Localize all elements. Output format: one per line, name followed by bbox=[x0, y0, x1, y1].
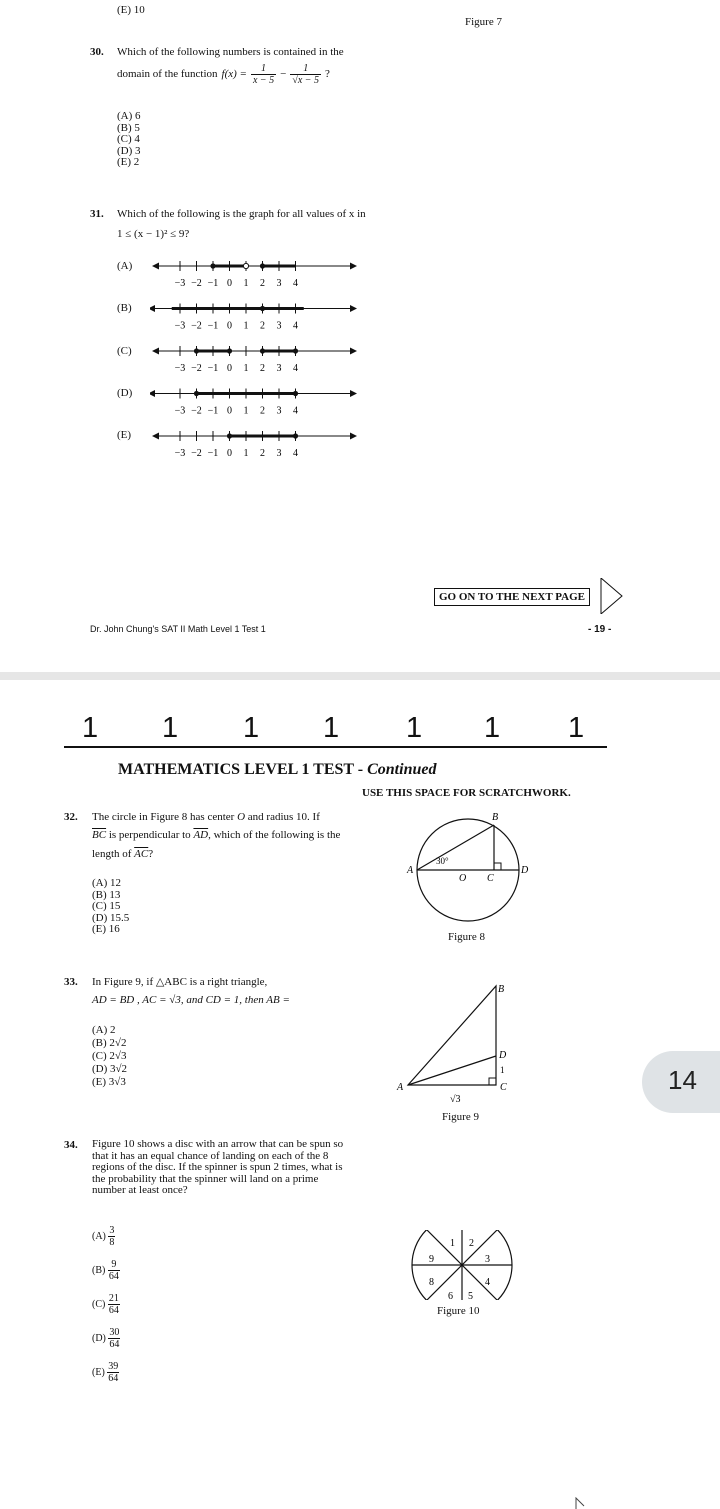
q30-frac1-num: 1 bbox=[251, 63, 276, 75]
closed-dot bbox=[293, 348, 298, 353]
q31-line2: 1 ≤ (x − 1)² ≤ 9? bbox=[117, 228, 190, 240]
tick-label: −1 bbox=[207, 320, 219, 332]
disc-number: 8 bbox=[429, 1277, 434, 1288]
tick-label: 3 bbox=[276, 278, 282, 289]
page-badge-number: 14 bbox=[668, 1065, 697, 1095]
q34-frac-den: 64 bbox=[108, 1373, 119, 1384]
fig9-label-c: C bbox=[500, 1082, 507, 1093]
q32-line3 bbox=[92, 848, 153, 861]
q31-label-e: (E) bbox=[117, 429, 132, 441]
open-dot bbox=[243, 263, 248, 268]
page-number: - 19 - bbox=[588, 624, 612, 635]
arrow-left-icon bbox=[150, 305, 155, 312]
q31-label-b: (B) bbox=[117, 302, 132, 314]
q32-line2 bbox=[92, 829, 340, 842]
q32-l2a: $\overline{BC}$ bbox=[92, 829, 107, 841]
header-one: 1 bbox=[243, 712, 260, 744]
arrow-right-icon bbox=[350, 348, 357, 355]
tick-label: −1 bbox=[207, 448, 219, 459]
figure7-label: Figure 7 bbox=[465, 16, 502, 28]
fig8-label-d: D bbox=[521, 865, 529, 876]
tick-label: 3 bbox=[276, 320, 282, 332]
tick-label: −2 bbox=[191, 320, 202, 332]
q30-choice: (D) 3 bbox=[117, 144, 141, 157]
q34-choice-frac bbox=[108, 1293, 120, 1316]
q30-frac2-num: 1 bbox=[290, 63, 321, 75]
closed-dot bbox=[293, 391, 298, 396]
number-line-b bbox=[150, 304, 357, 332]
arrow-left-icon bbox=[152, 348, 159, 355]
tick-label: 2 bbox=[260, 320, 265, 332]
disc-number: 1 bbox=[450, 1238, 455, 1249]
disc-number: 3 bbox=[485, 1254, 490, 1265]
q34-choice-frac bbox=[108, 1225, 115, 1248]
tick-label: 1 bbox=[243, 363, 249, 374]
q34-line: Figure 10 shows a disc with an arrow that can be spun so bbox=[92, 1138, 344, 1150]
number-line-a bbox=[152, 261, 357, 289]
closed-dot bbox=[227, 348, 232, 353]
q30-frac1-den: x − 5 bbox=[252, 75, 275, 86]
q30-line1: Which of the following numbers is contained in the bbox=[117, 46, 344, 58]
tick-label: 4 bbox=[293, 278, 298, 289]
header-one: 1 bbox=[162, 712, 179, 744]
q34-line: the probability that the spinner will land on a prime bbox=[92, 1172, 319, 1185]
fig8-label-c: C bbox=[487, 873, 494, 884]
header-rule bbox=[64, 746, 607, 748]
q32-l3a: length of bbox=[92, 848, 135, 860]
section-title bbox=[118, 761, 436, 779]
q33-choice: (E) 3√3 bbox=[92, 1076, 126, 1088]
q30-choice: (B) 5 bbox=[117, 121, 140, 134]
disc-number: 2 bbox=[469, 1238, 474, 1249]
q32-choice: (D) 15.5 bbox=[92, 911, 130, 924]
arrow-right-icon bbox=[350, 263, 357, 270]
q32-number: 32. bbox=[64, 811, 78, 823]
disc-number: 5 bbox=[468, 1291, 473, 1300]
q34-choice-label: (D) bbox=[92, 1333, 106, 1344]
q34-line: that it has an equal chance of landing on each of the 8 bbox=[92, 1149, 329, 1162]
section-title-main: MATHEMATICS LEVEL 1 TEST - bbox=[118, 761, 368, 778]
q32-l2c: $\overline{AD}$ bbox=[193, 829, 209, 841]
q33-line2: AD = BD , AC = √3, and CD = 1, then AB = bbox=[92, 994, 290, 1006]
closed-dot bbox=[194, 391, 199, 396]
header-one: 1 bbox=[323, 712, 340, 744]
header-one: 1 bbox=[568, 712, 585, 744]
q31-number: 31. bbox=[90, 208, 104, 220]
arrow-right-icon bbox=[350, 433, 357, 440]
tick-label: 1 bbox=[243, 448, 249, 459]
q32-choice: (A) 12 bbox=[92, 877, 122, 889]
q33-choice: (D) 3√2 bbox=[92, 1063, 128, 1075]
q34-choice-frac bbox=[108, 1327, 120, 1350]
q33-choice: (A) 2 bbox=[92, 1024, 116, 1036]
prev-choice: (E) 10 bbox=[117, 4, 145, 16]
closed-dot bbox=[260, 306, 265, 311]
q34-choice-label: (A) bbox=[92, 1231, 106, 1242]
closed-dot bbox=[260, 348, 265, 353]
q30-qmark: ? bbox=[325, 68, 330, 80]
header-one: 1 bbox=[484, 712, 501, 744]
q34-choice bbox=[92, 1293, 120, 1316]
q32-l1c: and radius 10. If bbox=[245, 811, 320, 823]
header-one: 1 bbox=[82, 712, 99, 744]
fig8-label-o: O bbox=[459, 873, 467, 884]
fig8-angle: 30° bbox=[436, 856, 449, 866]
tick-label: 4 bbox=[293, 405, 298, 417]
fig9-cd-length: 1 bbox=[500, 1065, 505, 1075]
q34-frac-den: 64 bbox=[108, 1305, 119, 1316]
number-line-e bbox=[152, 431, 357, 459]
q34-choice bbox=[92, 1259, 120, 1282]
figure-8-circle bbox=[400, 808, 540, 933]
q34-number: 34. bbox=[64, 1139, 78, 1151]
disc-number: 4 bbox=[485, 1277, 490, 1288]
q32-l1a: The circle in Figure 8 has center bbox=[92, 811, 238, 823]
tick-label: 3 bbox=[276, 448, 282, 459]
q30-choice: (A) 6 bbox=[117, 110, 141, 122]
go-on-box: GO ON TO THE NEXT PAGE bbox=[434, 588, 590, 606]
tick-label: 2 bbox=[260, 278, 265, 289]
tick-label: −3 bbox=[174, 405, 186, 417]
figure10-label: Figure 10 bbox=[437, 1305, 480, 1317]
q33-choice: (B) 2√2 bbox=[92, 1037, 127, 1049]
q30-line2 bbox=[117, 63, 330, 86]
tick-label: −3 bbox=[174, 278, 186, 289]
tick-label: −2 bbox=[191, 448, 202, 459]
next-page-arrow-icon bbox=[600, 578, 624, 614]
q32-choice: (C) 15 bbox=[92, 900, 121, 912]
number-line-d bbox=[150, 389, 357, 417]
tick-label: 2 bbox=[260, 363, 265, 374]
q34-frac-den: 64 bbox=[108, 1271, 119, 1282]
q34-frac-num: 3 bbox=[109, 1225, 115, 1236]
q34-frac-num: 21 bbox=[108, 1293, 119, 1304]
tick-label: 1 bbox=[243, 320, 249, 332]
q32-choice: (E) 16 bbox=[92, 923, 120, 935]
tick-label: 0 bbox=[227, 448, 232, 459]
q30-frac2-den: √x − 5 bbox=[292, 75, 320, 86]
q34-frac-den: 64 bbox=[109, 1339, 120, 1350]
q32-choices bbox=[92, 878, 129, 936]
q30-choices bbox=[117, 111, 141, 169]
q30-frac1 bbox=[251, 63, 276, 86]
q34-frac-den: 8 bbox=[109, 1237, 115, 1248]
q33-choices bbox=[92, 1024, 127, 1089]
q32-choice: (B) 13 bbox=[92, 888, 121, 901]
fig8-right-angle bbox=[494, 863, 501, 870]
closed-dot bbox=[227, 433, 232, 438]
fig9-right-angle bbox=[489, 1078, 496, 1085]
q30-line2-text: domain of the function bbox=[117, 68, 218, 80]
tick-label: −3 bbox=[174, 363, 186, 374]
tick-label: 1 bbox=[243, 405, 249, 417]
fig9-label-b: B bbox=[498, 984, 505, 995]
tick-label: 3 bbox=[276, 405, 282, 417]
q30-minus: − bbox=[280, 68, 287, 80]
q32-l2d: , which of the following is the bbox=[208, 829, 341, 841]
figure-9-triangle bbox=[390, 980, 520, 1110]
tick-label: 2 bbox=[260, 405, 265, 417]
q32-l2b: is perpendicular to bbox=[106, 829, 194, 841]
tick-label: 0 bbox=[227, 405, 232, 417]
q31-number-lines bbox=[150, 255, 360, 465]
figure8-label: Figure 8 bbox=[448, 931, 485, 943]
fig8-chord-ab bbox=[417, 825, 494, 870]
tick-label: −1 bbox=[207, 363, 219, 374]
q32-l1b: O bbox=[237, 811, 246, 823]
q34-choice-label: (B) bbox=[92, 1265, 106, 1276]
tick-label: 2 bbox=[260, 448, 265, 459]
q31-label-d: (D) bbox=[117, 387, 133, 399]
q30-frac2 bbox=[290, 63, 321, 86]
q31-label-c: (C) bbox=[117, 345, 132, 357]
tick-label: 4 bbox=[293, 363, 298, 374]
q32-l3c: ? bbox=[148, 848, 154, 860]
q34-choice-label: (C) bbox=[92, 1299, 106, 1310]
tick-label: −3 bbox=[174, 448, 186, 459]
q32-line1 bbox=[92, 811, 320, 824]
page-separator bbox=[0, 672, 720, 680]
tick-label: −2 bbox=[191, 278, 202, 289]
q34-choice bbox=[92, 1327, 120, 1350]
arrow-left-icon bbox=[152, 433, 159, 440]
q30-choice: (C) 4 bbox=[117, 133, 140, 145]
closed-dot bbox=[194, 348, 199, 353]
tick-label: 4 bbox=[293, 448, 298, 459]
q34-frac-num: 30 bbox=[109, 1327, 120, 1338]
header-one: 1 bbox=[406, 712, 423, 744]
tick-label: −1 bbox=[207, 405, 219, 417]
q30-number: 30. bbox=[90, 46, 104, 58]
q32-l3b: $\overline{AC}$ bbox=[134, 848, 149, 860]
q30-func: f(x) = bbox=[221, 68, 247, 80]
q34-text bbox=[92, 1139, 343, 1197]
fig9-ac-length: √3 bbox=[450, 1094, 461, 1105]
disc-number: 9 bbox=[429, 1254, 434, 1265]
arrow-right-icon bbox=[350, 390, 357, 397]
tick-label: 1 bbox=[243, 278, 249, 289]
tick-label: −2 bbox=[191, 405, 202, 417]
q33-number: 33. bbox=[64, 976, 78, 988]
figure9-label: Figure 9 bbox=[442, 1111, 479, 1123]
disc-number: 6 bbox=[448, 1291, 453, 1300]
q34-choice-frac bbox=[107, 1361, 119, 1384]
arrow-right-icon bbox=[350, 305, 357, 312]
tick-label: 0 bbox=[227, 320, 232, 332]
scratchwork-label: USE THIS SPACE FOR SCRATCHWORK. bbox=[362, 787, 571, 799]
q33-line1: In Figure 9, if △ABC is a right triangle, bbox=[92, 976, 268, 988]
page-badge[interactable] bbox=[642, 1051, 720, 1113]
q34-choice bbox=[92, 1225, 115, 1248]
tick-label: 0 bbox=[227, 363, 232, 374]
q34-choice bbox=[92, 1361, 119, 1384]
fig8-label-a: A bbox=[407, 865, 414, 876]
closed-dot bbox=[210, 263, 215, 268]
tick-label: 0 bbox=[227, 278, 232, 289]
closed-dot bbox=[293, 433, 298, 438]
q30-choice: (E) 2 bbox=[117, 156, 140, 168]
q34-line: number at least once? bbox=[92, 1184, 188, 1197]
figure-10-disc bbox=[404, 1230, 520, 1300]
author-footer: Dr. John Chung's SAT II Math Level 1 Test 1 bbox=[90, 624, 266, 634]
q34-line: regions of the disc. If the spinner is spun 2 times, what is bbox=[92, 1161, 343, 1174]
q33-choice: (C) 2√3 bbox=[92, 1050, 127, 1062]
closed-dot bbox=[260, 263, 265, 268]
q31-label-a: (A) bbox=[117, 260, 133, 272]
q34-frac-num: 9 bbox=[108, 1259, 120, 1271]
fig9-label-d: D bbox=[499, 1050, 507, 1061]
q34-choice-frac bbox=[108, 1259, 120, 1282]
number-line-c bbox=[152, 346, 357, 374]
q34-frac-num: 39 bbox=[108, 1361, 119, 1372]
cursor-icon bbox=[574, 1497, 588, 1509]
arrow-left-icon bbox=[152, 263, 159, 270]
tick-label: −2 bbox=[191, 363, 202, 374]
tick-label: 4 bbox=[293, 320, 298, 332]
arrow-left-icon bbox=[150, 390, 155, 397]
fig8-label-b: B bbox=[492, 812, 499, 823]
fig9-label-a: A bbox=[397, 1082, 404, 1093]
q34-choice-label: (E) bbox=[92, 1367, 105, 1378]
tick-label: −3 bbox=[174, 320, 186, 332]
q31-line1: Which of the following is the graph for all values of x in bbox=[117, 208, 366, 220]
section-title-continued: Continued bbox=[367, 761, 437, 778]
tick-label: −1 bbox=[207, 278, 219, 289]
tick-label: 3 bbox=[276, 363, 282, 374]
